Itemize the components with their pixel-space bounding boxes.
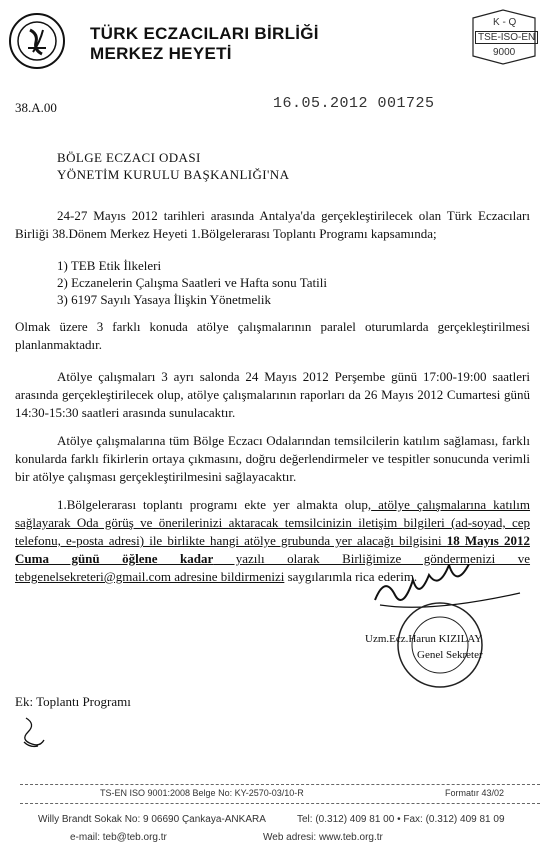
attachment-note: Ek: Toplantı Programı [15,694,131,709]
date-stamp: 16.05.2012 001725 [273,95,435,112]
footer-divider [20,803,540,804]
reference-number: 38.A.00 [15,100,57,115]
footer-cert: TS-EN ISO 9001:2008 Belge No: KY-2570-03/10-R [100,788,304,798]
paragraph-4: Atölye çalışmalarına tüm Bölge Eczacı Odalarından temsilcilerin katılım sağlaması, farklı konularda farklı fikirlerin ortaya çıkmasını, doğru değerlendirmeler ve tespitler sonucunda verimli bir atölye çalışması gerçekleştirilmesini sağlayacaktır. [15,433,530,484]
footer-address: Willy Brandt Sokak No: 9 06690 Çankaya-ANKARA [38,814,266,825]
signature-block [365,565,545,695]
footer-divider [20,784,540,785]
topic-list [57,257,327,308]
list-item: 3) 6197 Sayılı Yasaya İlişkin Yönetmelik [57,292,272,307]
org-subname: MERKEZ HEYETİ [90,44,232,63]
paragraph-3: Atölye çalışmaları 3 ayrı salonda 24 Mayıs 2012 Perşembe günü 17:00-19:00 saatleri arasında gerçekleştirilecek olup, atölye çalışmalarının raporları da 26 Mayıs 2012 Cumartesi günü 14:30-15:30 saatleri arasında sunulacaktır. [15,369,530,420]
paragraph-5: 1.Bölgelerarası toplantı programı ekte yer almakta olup, atölye çalışmalarına katılım sağlayarak Oda görüş ve önerilerinizi aktaracak temsilcinizin iletişim bilgileri (ad-soyad, cep telefonu, e-posta adresi) ile birlikte hangi atölye grubunda yer alacağı bilgisini 18 Mayıs 2012 Cuma günü öğlene kadar yazılı olarak Birliğimize göndermenizi ve tebgenelsekreteri@gmail.com adresine bildirmenizi saygılarımla rica ederim. [15,497,531,584]
footer-web: Web adresi: www.teb.org.tr [263,832,383,843]
signatory-title: Genel Sekreter [417,649,483,661]
list-item: 1) TEB Etik İlkeleri [57,258,162,273]
org-name: TÜRK ECZACILARI BİRLİĞİ [90,24,319,43]
signatory-name: Uzm.Ecz.Harun KIZILAY [365,633,483,645]
paragraph-1: 24-27 Mayıs 2012 tarihleri arasında Antalya'da gerçekleştirilecek olan Türk Eczacıları Birliği 38.Dönem Merkez Heyeti 1.Bölgelerarası Toplantı Programı kapsamında; [15,208,530,241]
initials-mark [18,714,48,754]
addressee-line1: BÖLGE ECZACI ODASI [57,150,201,165]
footer-email: e-mail: teb@teb.org.tr [70,832,167,843]
footer-phone: Tel: (0.312) 409 81 00 • Fax: (0.312) 409 81 09 [297,814,505,825]
addressee-line2: YÖNETİM KURULU BAŞKANLIĞI'NA [57,167,290,182]
footer-form-no: Formatır 43/02 [445,788,505,798]
signature-seal-graphic [365,565,545,695]
list-item: 2) Eczanelerin Çalışma Saatleri ve Hafta sonu Tatili [57,275,327,290]
paragraph-2: Olmak üzere 3 farklı konuda atölye çalışmalarının paralel oturumlarda gerçekleştirilmesi planlanmaktadır. [15,319,530,352]
certification-stamp: K - Q TSE-ISO-EN 9000 [463,8,545,66]
teb-logo [8,12,66,70]
